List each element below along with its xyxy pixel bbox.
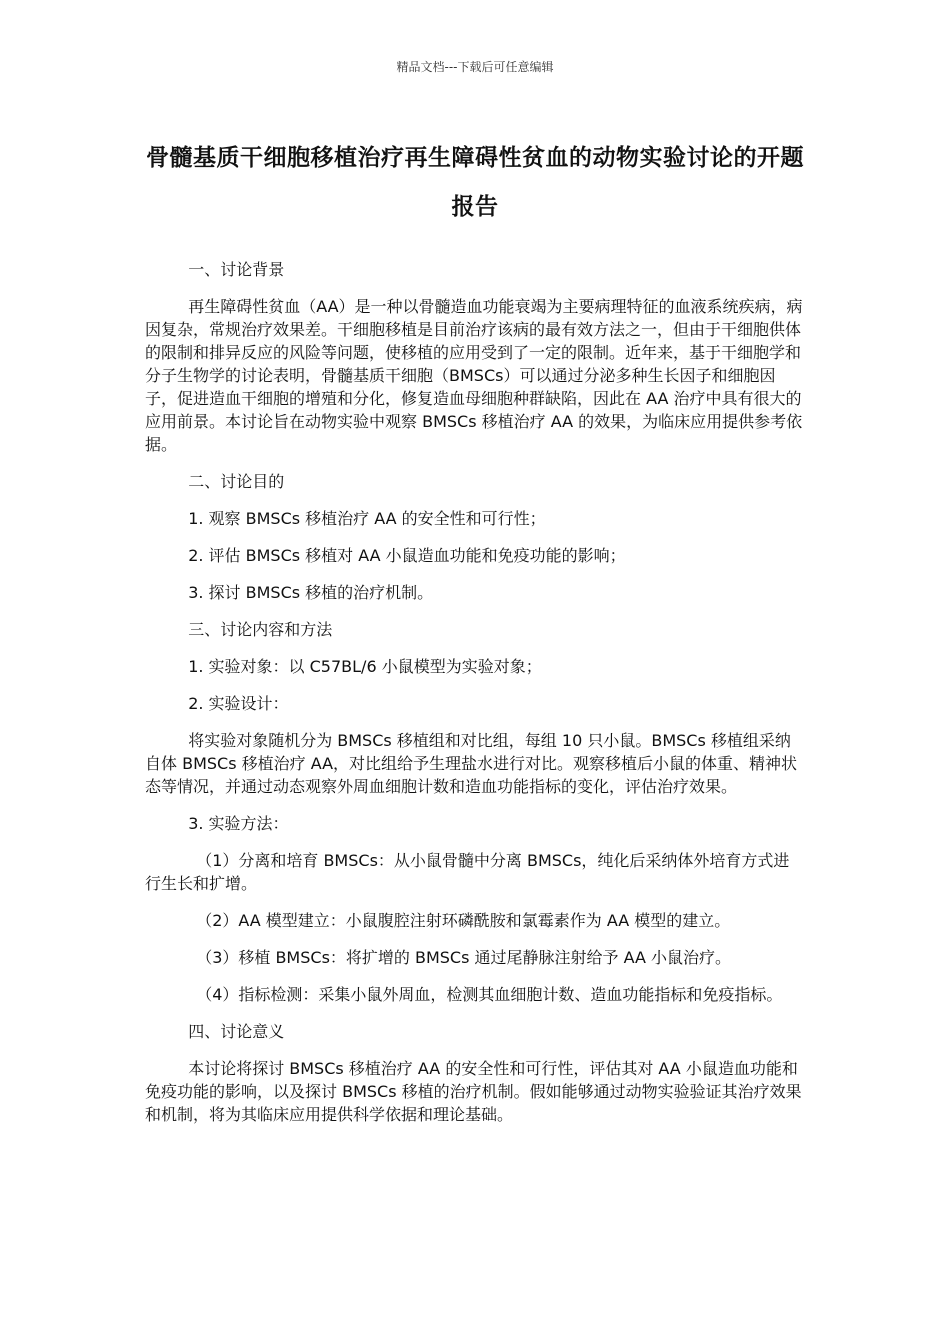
- method-step: （4）指标检测：采集小鼠外周血，检测其血细胞计数、造血功能指标和免疫指标。: [196, 985, 783, 1004]
- background-paragraph: 再生障碍性贫血（AA）是一种以骨髓造血功能衰竭为主要病理特征的血液系统疾病，病因复杂，常规治疗效果差。干细胞移植是目前治疗该病的最有效方法之一，但由于干细胞供体的限制和排异反应的风险等问题，使移植的应用受到了一定的限制。近年来，基于干细胞学和分子生物学的讨论表明，骨髓基质干细胞（BMSCs）可以通过分泌多种生长因子和细胞因子，促进造血干细胞的增殖和分化，修复造血母细胞种群缺陷，因此在 AA 治疗中具有很大的应用前景。本讨论旨在动物实验中观察 BMSCs 移植治疗 AA 的效果，为临床应用提供参考依据。: [145, 297, 803, 454]
- document-body: [145, 258, 805, 1140]
- page-header: 精品文档---下载后可任意编辑: [396, 60, 554, 74]
- methods-item-design: 2. 实验设计：: [188, 694, 289, 713]
- section-heading-methods: 三、讨论内容和方法: [188, 620, 333, 639]
- section-heading-purpose: 二、讨论目的: [188, 472, 285, 491]
- design-paragraph: 将实验对象随机分为 BMSCs 移植组和对比组，每组 10 只小鼠。BMSCs 移植组采纳自体 BMSCs 移植治疗 AA，对比组给予生理盐水进行对比。观察移植后小鼠的体重、精神状态等情况，并通过动态观察外周血细胞计数和造血功能指标的变化，评估治疗效果。: [145, 731, 798, 796]
- section-heading-background: 一、讨论背景: [188, 260, 285, 279]
- document-title: 骨髓基质干细胞移植治疗再生障碍性贫血的动物实验讨论的开题报告: [146, 145, 804, 220]
- method-step: （2）AA 模型建立：小鼠腹腔注射环磷酰胺和氯霉素作为 AA 模型的建立。: [196, 911, 731, 930]
- purpose-item: 1. 观察 BMSCs 移植治疗 AA 的安全性和可行性；: [188, 509, 546, 528]
- method-step: （3）移植 BMSCs：将扩增的 BMSCs 通过尾静脉注射给予 AA 小鼠治疗。: [196, 948, 732, 967]
- purpose-item: 2. 评估 BMSCs 移植对 AA 小鼠造血功能和免疫功能的影响；: [188, 546, 626, 565]
- purpose-item: 3. 探讨 BMSCs 移植的治疗机制。: [188, 583, 434, 602]
- section-heading-significance: 四、讨论意义: [188, 1022, 285, 1041]
- method-step: （1）分离和培育 BMSCs：从小鼠骨髓中分离 BMSCs，纯化后采纳体外培育方式进行生长和扩增。: [145, 851, 790, 893]
- methods-item-subjects: 1. 实验对象：以 C57BL/6 小鼠模型为实验对象；: [188, 657, 542, 676]
- significance-paragraph: 本讨论将探讨 BMSCs 移植治疗 AA 的安全性和可行性，评估其对 AA 小鼠造血功能和免疫功能的影响，以及探讨 BMSCs 移植的治疗机制。假如能够通过动物实验验证其治疗效果和机制，将为其临床应用提供科学依据和理论基础。: [145, 1059, 802, 1124]
- methods-item-procedure: 3. 实验方法：: [188, 814, 289, 833]
